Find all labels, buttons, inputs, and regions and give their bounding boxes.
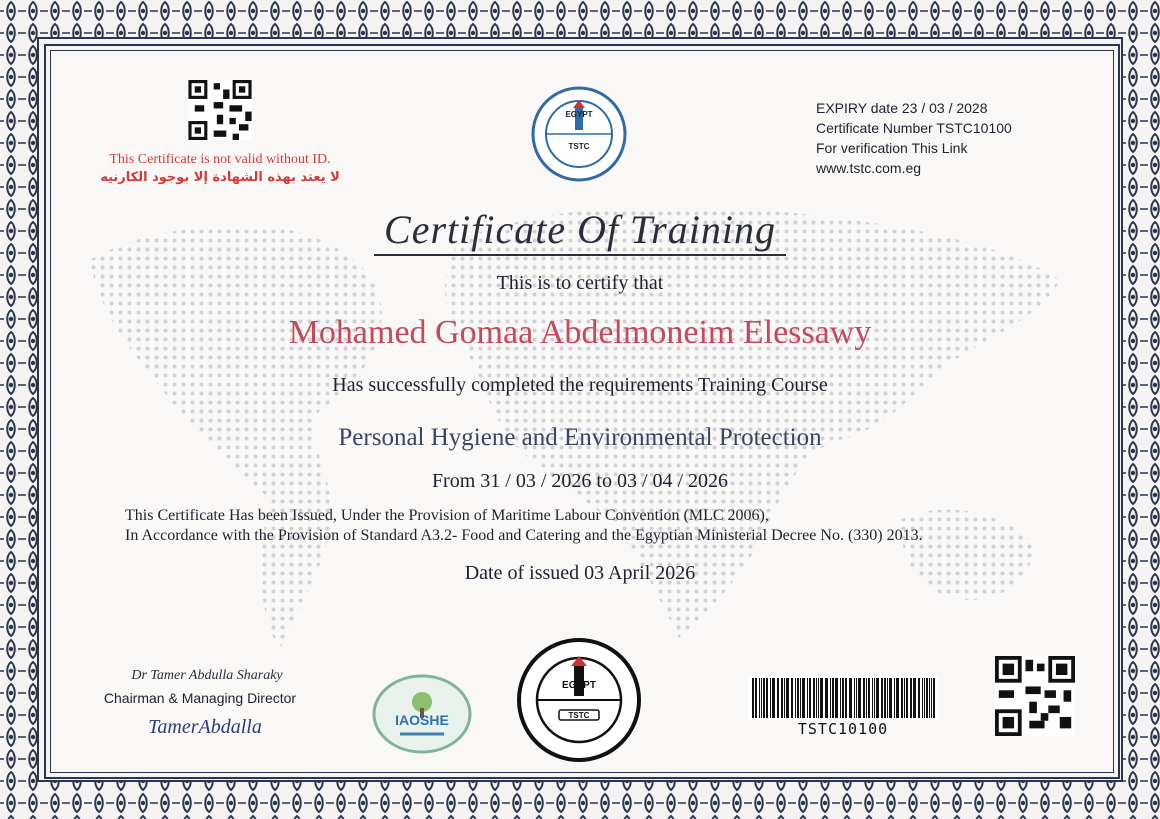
certificate-meta — [816, 98, 1012, 178]
barcode-bar — [807, 678, 808, 718]
qr-code-bottom — [994, 656, 1076, 736]
iaoshe-logo — [370, 672, 474, 756]
course-name: Personal Hygiene and Environmental Protection — [338, 424, 822, 451]
signatory-name: Dr Tamer Abdulla Sharaky — [131, 668, 283, 683]
tstc-logo-top — [515, 86, 643, 182]
logo-country: EGYPT — [565, 110, 593, 119]
barcode-bar — [931, 678, 932, 718]
barcode-bar — [881, 678, 883, 718]
barcode-bar — [795, 678, 796, 718]
barcode-bar — [797, 678, 799, 718]
barcode-bar — [832, 678, 834, 718]
iaoshe-label: IAOSHE — [395, 712, 449, 728]
barcode-bar — [922, 678, 923, 718]
barcode-bar — [858, 678, 861, 718]
barcode-bar — [784, 678, 785, 718]
barcode-bar — [926, 678, 928, 718]
completion-line: Has successfully completed the requirements Training Course — [332, 374, 828, 396]
barcode-bar — [913, 678, 916, 718]
barcode-bar — [889, 678, 892, 718]
barcode-bar — [863, 678, 865, 718]
expiry-date: EXPIRY date 23 / 03 / 2028 — [816, 100, 988, 116]
barcode-bar — [791, 678, 793, 718]
provision-text — [125, 506, 923, 546]
barcode-bar — [876, 678, 879, 718]
barcode-bar — [766, 678, 768, 718]
barcode-bar — [887, 678, 888, 718]
barcode-bar — [849, 678, 852, 718]
barcode — [748, 676, 938, 720]
barcode-bar — [866, 678, 867, 718]
barcode-bar — [761, 678, 762, 718]
certify-line: This is to certify that — [496, 272, 664, 294]
certificate-number: Certificate Number TSTC10100 — [816, 120, 1012, 136]
barcode-bar — [813, 678, 815, 718]
logo-abbr: TSTC — [568, 142, 590, 151]
barcode-bar — [884, 678, 886, 718]
barcode-bar — [816, 678, 817, 718]
barcode-bar — [874, 678, 875, 718]
barcode-bar — [763, 678, 765, 718]
barcode-bar — [781, 678, 783, 718]
barcode-bar — [910, 678, 912, 718]
barcode-bar — [800, 678, 801, 718]
barcode-bar — [809, 678, 811, 718]
barcode-bar — [842, 678, 844, 718]
barcode-bar — [772, 678, 775, 718]
barcode-bar — [901, 678, 903, 718]
barcode-bar — [777, 678, 779, 718]
id-requirement-note-ar: لا يعتد بهذه الشهادة إلا بوجود الكارنيه — [100, 170, 340, 185]
barcode-bar — [918, 678, 920, 718]
verification-link[interactable]: www.tstc.com.eg — [816, 160, 922, 176]
barcode-bar — [894, 678, 895, 718]
barcode-bar — [856, 678, 857, 718]
barcode-bar — [835, 678, 838, 718]
signatory-role: Chairman & Managing Director — [103, 690, 297, 706]
tstc-seal-bottom — [515, 636, 643, 764]
barcode-bar — [929, 678, 930, 718]
verification-label: For verification This Link — [816, 140, 968, 156]
seal-abbr: TSTC — [568, 711, 590, 720]
barcode-bar — [755, 678, 757, 718]
barcode-text: TSTC10100 — [797, 720, 889, 738]
certificate-title: Certificate Of Training — [0, 206, 1160, 253]
barcode-bar — [820, 678, 823, 718]
barcode-bar — [933, 678, 935, 718]
qr-code-top — [188, 80, 252, 140]
barcode-bar — [786, 678, 789, 718]
id-requirement-note-en: This Certificate is not valid without ID. — [109, 152, 331, 167]
provision-line-1: This Certificate Has been Issued, Under the Provision of Maritime Labour Convention (MLC 2006), — [125, 507, 769, 524]
barcode-bar — [906, 678, 908, 718]
barcode-bar — [854, 678, 855, 718]
barcode-bar — [759, 678, 760, 718]
barcode-bar — [818, 678, 819, 718]
provision-line-2: In Accordance with the Provision of Standard A3.2- Food and Catering and the Egyptian Ministerial Decree No. (330) 2013. — [125, 527, 923, 544]
issue-date: Date of issued 03 April 2026 — [464, 562, 696, 584]
barcode-bar — [830, 678, 831, 718]
barcode-bar — [868, 678, 870, 718]
barcode-bar — [904, 678, 905, 718]
barcode-bar — [872, 678, 873, 718]
barcode-bar — [802, 678, 805, 718]
barcode-bar — [924, 678, 925, 718]
seal-country: EGYPT — [562, 680, 596, 691]
barcode-bar — [825, 678, 828, 718]
barcode-bar — [896, 678, 899, 718]
recipient-name: Mohamed Gomaa Abdelmoneim Elessawy — [288, 314, 872, 351]
course-dates: From 31 / 03 / 2026 to 03 / 04 / 2026 — [431, 470, 729, 492]
barcode-bar — [770, 678, 771, 718]
signature: TamerAbdalla — [148, 716, 262, 738]
barcode-bar — [840, 678, 841, 718]
barcode-bar — [752, 678, 754, 718]
barcode-bar — [845, 678, 847, 718]
